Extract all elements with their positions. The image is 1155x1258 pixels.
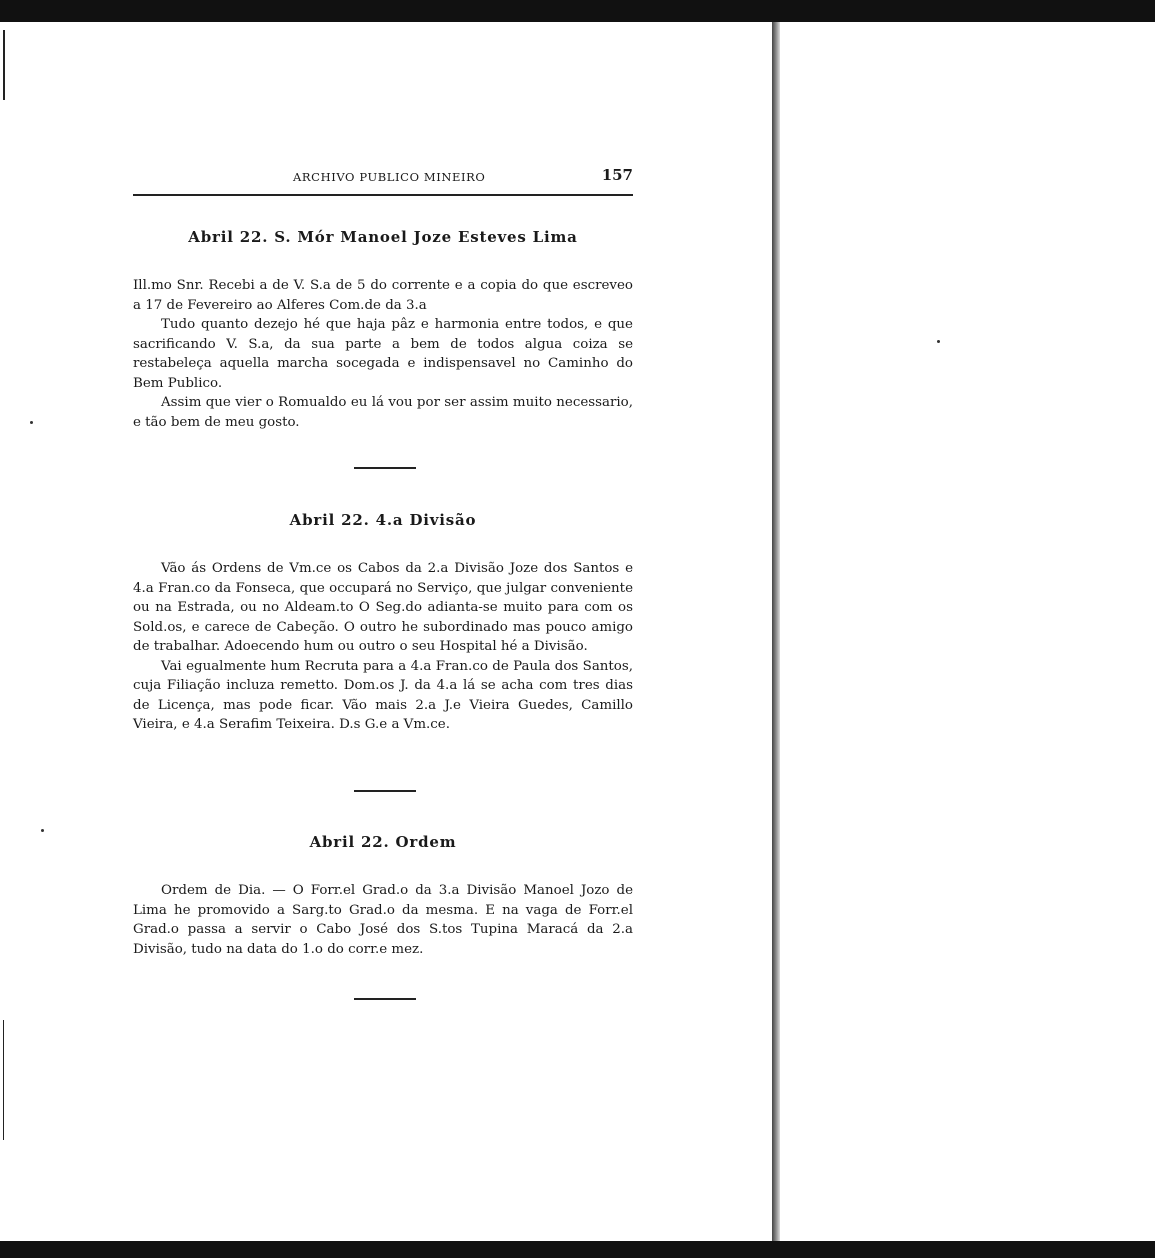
running-title: ARCHIVO PUBLICO MINEIRO xyxy=(293,170,486,184)
section-title: Abril 22. S. Mór Manoel Joze Esteves Lima xyxy=(188,228,578,246)
section-separator xyxy=(354,790,416,792)
section-body xyxy=(133,881,633,959)
running-header xyxy=(133,166,633,188)
scan-edge-mark xyxy=(3,30,5,100)
entry-4a-divisao xyxy=(133,511,633,735)
scan-edge-mark xyxy=(3,1020,4,1140)
entry-manoel-joze-esteves-lima xyxy=(133,228,633,432)
paragraph: Ordem de Dia. — O Forr.el Grad.o da 3.a Divisão Manoel Jozo de Lima he promovido a Sarg.to Grad.o da mesma. E na vaga de Forr.el Grad.o passa a servir o Cabo José dos S.tos Tupina Maracá da 2.a Divisão, tudo na data do 1.o do corr.e mez. xyxy=(133,883,633,957)
book-gutter xyxy=(772,22,780,1241)
header-rule xyxy=(133,194,633,196)
paragraph: Tudo quanto dezejo hé que haja pâz e harmonia entre todos, e que sacrificando V. S.a, da sua parte a bem de todos algua coiza se restabeleça aquella marcha socegada e indispensavel no Caminho do Bem Publico. xyxy=(133,317,633,391)
section-body xyxy=(133,559,633,735)
paragraph: Vai egualmente hum Recruta para a 4.a Fran.co de Paula dos Santos, cuja Filiação incluza remetto. Dom.os J. da 4.a lá se acha com tres dias de Licença, mas pode ficar. Vão mais 2.a J.e Vieira Guedes, Camillo Vieira, e 4.a Serafim Teixeira. D.s G.e a Vm.ce. xyxy=(133,658,633,732)
entry-ordem xyxy=(133,833,633,959)
section-body xyxy=(133,276,633,432)
scan-speck xyxy=(937,340,940,343)
paragraph: Ill.mo Snr. Recebi a de V. S.a de 5 do corrente e a copia do que escreveo a 17 de Fevereiro ao Alferes Com.de da 3.a xyxy=(133,278,633,313)
scan-bottom-border xyxy=(0,1241,1155,1258)
section-separator xyxy=(354,467,416,469)
paragraph: Assim que vier o Romualdo eu lá vou por ser assim muito necessario, e tão bem de meu gosto. xyxy=(133,395,633,430)
scan-speck xyxy=(41,829,44,832)
section-title: Abril 22. 4.a Divisão xyxy=(289,511,477,529)
scan-speck xyxy=(30,421,33,424)
scan-top-border xyxy=(0,0,1155,22)
section-separator xyxy=(354,998,416,1000)
paragraph: Vão ás Ordens de Vm.ce os Cabos da 2.a Divisão Joze dos Santos e 4.a Fran.co da Fonseca, que occupará no Serviço, que julgar conveniente ou na Estrada, ou no Aldeam.to O Seg.do adianta-se muito para com os Sold.os, e carece de Cabeção. O outro he subordinado mas pouco amigo de trabalhar. Adoecendo hum ou outro o seu Hospital hé a Divisão. xyxy=(133,561,633,654)
section-title: Abril 22. Ordem xyxy=(309,833,457,851)
page-number: 157 xyxy=(601,166,633,184)
facing-blank-page xyxy=(780,22,1155,1241)
